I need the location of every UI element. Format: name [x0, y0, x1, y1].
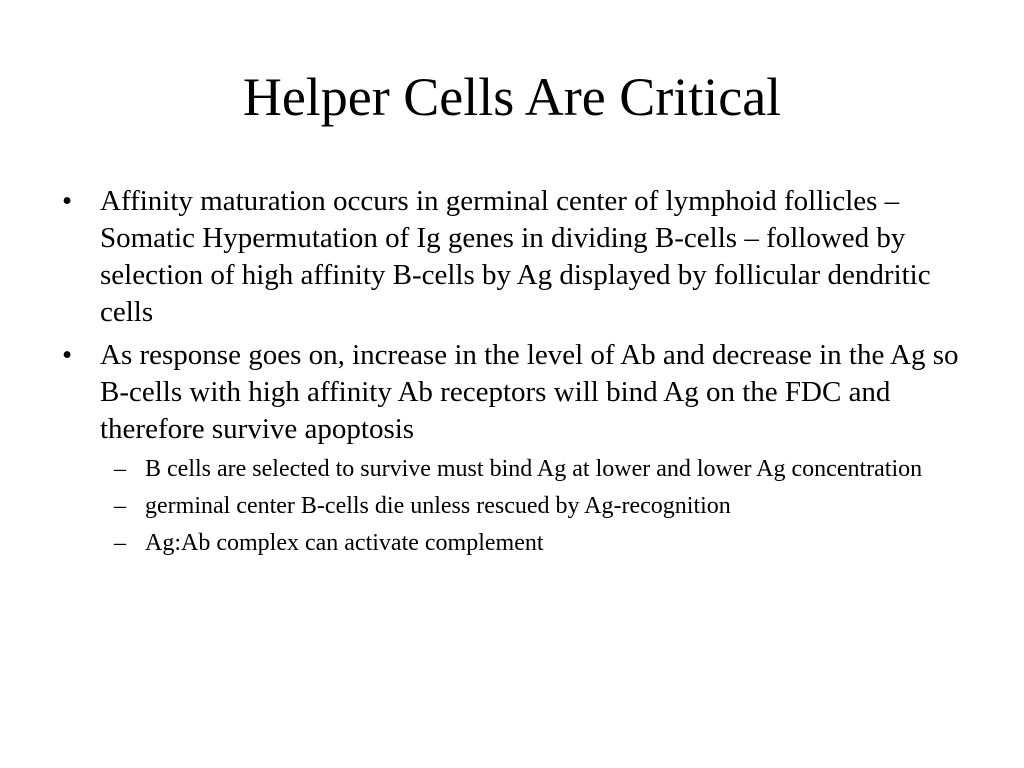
sub-bullet-item [100, 454, 962, 485]
sub-bullet-text: Ag:Ab complex can activate complement [145, 530, 544, 556]
bullet-marker: • [62, 185, 73, 217]
bullet-text: As response goes on, increase in the level of Ab and decrease in the Ag so B-cells with high affinity Ab receptors will bind Ag on the FDC and therefore survive apoptosis [100, 339, 959, 445]
bullet-item [62, 183, 962, 331]
sub-bullet-marker: – [114, 456, 126, 482]
sub-bullet-item [100, 491, 962, 522]
bullet-marker: • [62, 339, 73, 371]
sub-bullet-marker: – [114, 530, 126, 556]
bullet-item [62, 337, 962, 559]
sub-bullet-marker: – [114, 493, 126, 519]
sub-bullet-list [100, 454, 962, 559]
bullet-list [62, 183, 962, 565]
slide-title: Helper Cells Are Critical [242, 67, 782, 127]
bullet-text: Affinity maturation occurs in germinal center of lymphoid follicles – Somatic Hypermutation of Ig genes in dividing B-cells – followed by selection of high affinity B-cells by Ag displayed by follicular dendritic cells [100, 185, 931, 328]
sub-bullet-text: B cells are selected to survive must bind Ag at lower and lower Ag concentration [145, 456, 923, 482]
sub-bullet-item [100, 528, 962, 559]
sub-bullet-text: germinal center B-cells die unless rescued by Ag-recognition [145, 493, 731, 519]
